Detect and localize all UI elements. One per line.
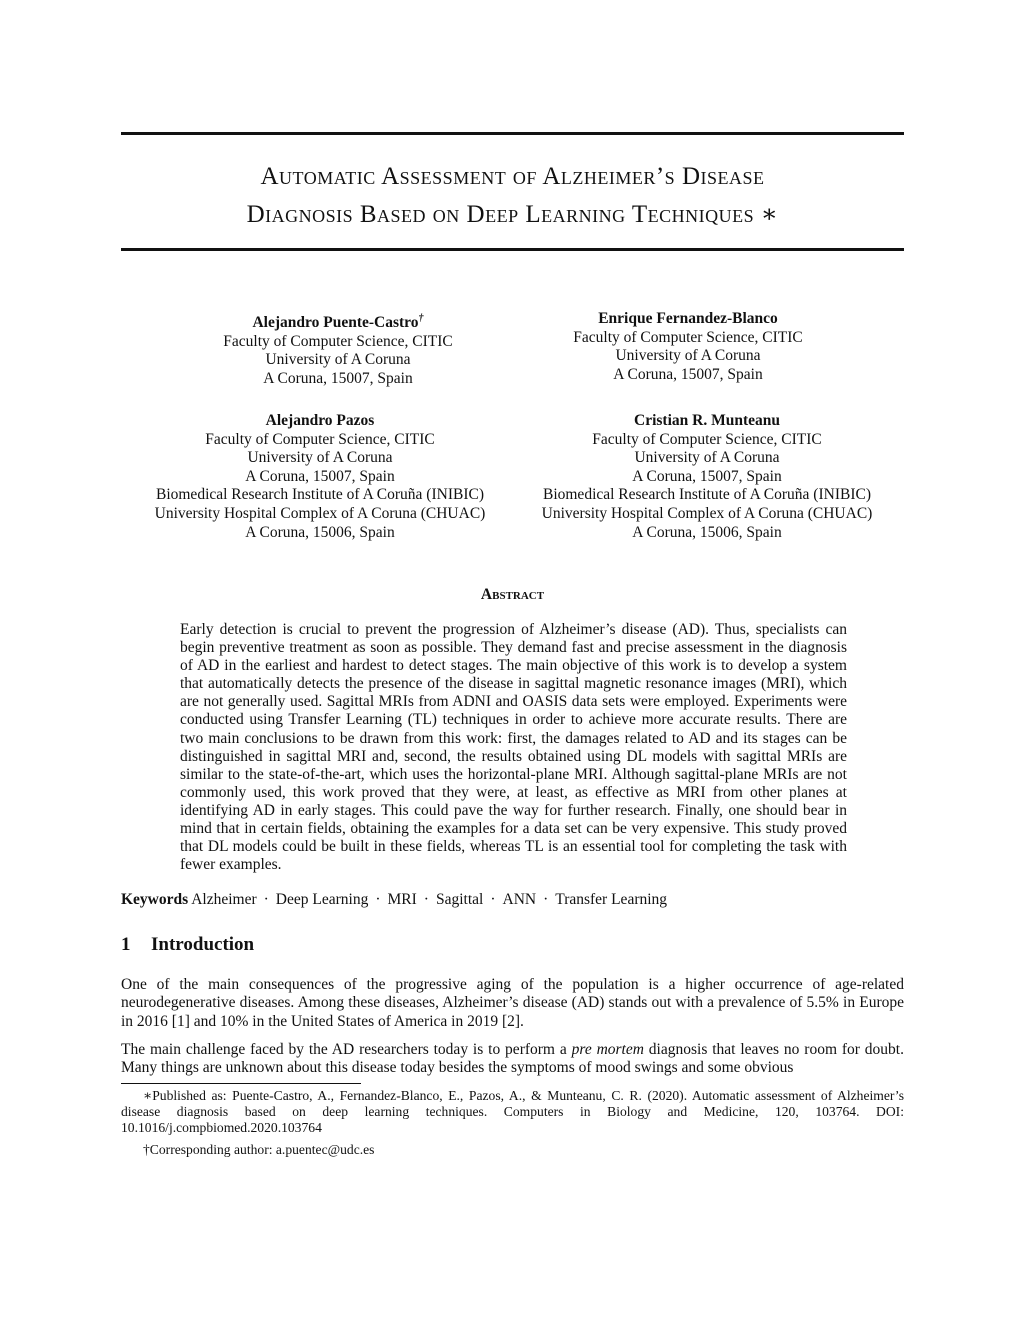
author-address: A Coruna, 15007, Spain (263, 369, 413, 387)
author-address: A Coruna, 15007, Spain (613, 365, 763, 383)
author-affiliation: Faculty of Computer Science, CITIC (592, 430, 822, 448)
keyword: Sagittal (435, 891, 484, 908)
abstract-text: Early detection is crucial to prevent the progression of Alzheimer’s disease (AD). Thus, specialists can begin preventive treatment as soon as possible. They demand fast and precise assessment in the diagnosis of AD in the earliest and hardest to detect stages. The main objective of this work is to develop a system that automatically detects the presence of the disease in sagittal magnetic resonance images (MRI), which are not generally used. Sagittal MRIs from ADNI and OASIS data sets were employed. Experiments were conducted using Transfer Learning (TL) techniques in order to achieve more accurate results. There are two main conclusions to be drawn from this work: first, the damages related to AD and its stages can be distinguished in sagittal MRI and, second, the results obtained using DL models with sagittal MRIs are similar to the state-of-the-art, which uses the horizontal-plane MRI. Although sagittal-plane MRIs are not commonly used, this work proved that they were, at least, as effective as MRI from other planes at identifying AD in early stages. This could pave the way for further research. Finally, one should bear in mind that in certain fields, obtaining the examples for a data set can be very expensive. This study proved that DL models could be built in these fields, whereas TL is an essential tool for completing the task with fewer examples. (180, 621, 847, 874)
section-title: Introduction (151, 934, 255, 955)
author-name-text: Alejandro Puente-Castro (252, 314, 419, 332)
intro-paragraph-1: One of the main consequences of the progressive aging of the population is a higher occurrence of age-related neurodegenerative diseases. Among these diseases, Alzheimer’s disease (AD) stands out with a prevalence of 5.5% in Europe in 2016 [1] and 10% in the United States of America in 2019 [2]. (121, 976, 904, 1030)
author-block-fernandez-blanco (478, 310, 898, 384)
author-address: A Coruna, 15007, Spain (632, 467, 782, 485)
author-address: A Coruna, 15007, Spain (245, 467, 395, 485)
title-line-2: Diagnosis Based on Deep Learning Techniques ∗ (246, 201, 779, 228)
footnote-rule (121, 1083, 361, 1084)
author-affiliation: Faculty of Computer Science, CITIC (573, 328, 803, 346)
paper-title (121, 158, 904, 234)
keyword-separator: · (423, 891, 429, 908)
keyword: Alzheimer (191, 891, 257, 908)
keyword-separator: · (543, 891, 549, 908)
author-affiliation: Faculty of Computer Science, CITIC (223, 332, 453, 350)
footnote-text: Corresponding author: a.puentec@udc.es (149, 1142, 375, 1157)
keywords-label: Keywords (121, 891, 189, 908)
author-affiliation: University of A Coruna (265, 351, 411, 369)
footnote-mark: † (143, 1142, 150, 1157)
footnote-publication (121, 1088, 904, 1136)
keyword: Deep Learning (275, 891, 369, 908)
keyword: ANN (502, 891, 537, 908)
title-top-rule (121, 132, 904, 135)
keyword: MRI (387, 891, 417, 908)
corresponding-author-mark: † (418, 313, 424, 324)
author-affiliation: University of A Coruna (615, 347, 761, 365)
emphasis-pre-mortem: pre mortem (571, 1041, 644, 1058)
paragraph-text: diagnosis that leaves no room for doubt. Many things are unknown about this disease today besides the symptoms of mood swings and some obvious (121, 1041, 904, 1077)
keyword-separator: · (375, 891, 381, 908)
keyword-separator: · (490, 891, 496, 908)
keyword-separator: · (263, 891, 269, 908)
title-line-1: Automatic Assessment of Alzheimer’s Disease (260, 163, 765, 190)
author-affiliation: Biomedical Research Institute of A Coruña (INIBIC) (542, 486, 871, 504)
footnote-mark: ∗ (143, 1088, 153, 1103)
keyword: Transfer Learning (555, 891, 668, 908)
footnote-text: Published as: Puente-Castro, A., Fernandez-Blanco, E., Pazos, A., & Munteanu, C. R. (2020). Automatic assessment of Alzheimer’s disease diagnosis based on deep learning techniques. Computers in Biology and Medicine, 120, 103764. DOI: 10.1016/j.compbiomed.2020.103764 (121, 1088, 904, 1135)
author-affiliation: University Hospital Complex of A Coruna (CHUAC) (154, 504, 486, 522)
author-address: A Coruna, 15006, Spain (632, 523, 782, 541)
author-affiliation: University Hospital Complex of A Coruna (CHUAC) (541, 504, 873, 522)
intro-paragraph-2 (121, 1041, 904, 1077)
author-affiliation: Faculty of Computer Science, CITIC (205, 430, 435, 448)
section-number: 1 (121, 934, 131, 955)
paragraph-text: The main challenge faced by the AD researchers today is to perform a (121, 1041, 572, 1058)
abstract-heading: Abstract (480, 586, 545, 603)
author-name: Cristian R. Munteanu (634, 412, 780, 429)
author-block-pazos (110, 412, 530, 542)
footnote-corresponding-author (121, 1142, 904, 1158)
author-block-munteanu (497, 412, 917, 542)
keywords-line (121, 891, 667, 909)
author-affiliation: University of A Coruna (634, 449, 780, 467)
author-address: A Coruna, 15006, Spain (245, 523, 395, 541)
author-name: Alejandro Pazos (265, 412, 375, 429)
author-name: Enrique Fernandez-Blanco (598, 310, 778, 327)
section-heading-introduction (121, 934, 254, 956)
title-bottom-rule (121, 248, 904, 251)
author-affiliation: University of A Coruna (247, 449, 393, 467)
author-affiliation: Biomedical Research Institute of A Coruña (INIBIC) (155, 486, 484, 504)
